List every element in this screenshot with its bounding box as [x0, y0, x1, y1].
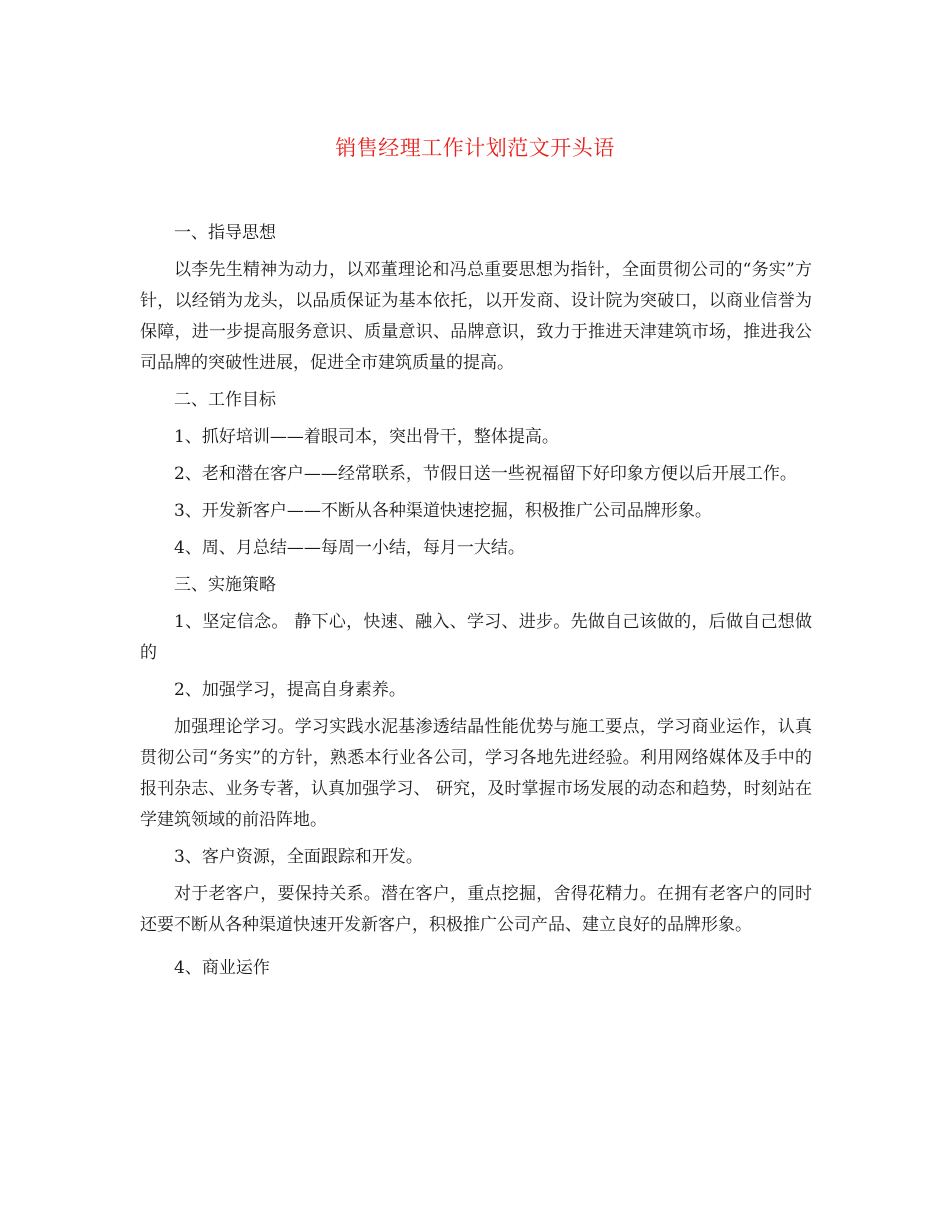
section-heading: 一、指导思想 [174, 223, 276, 243]
paragraph: 对于老客户，要保持关系。潜在客户，重点挖掘，舍得花精力。在拥有老客户的同时还要不断从各种渠道快速开发新客户，积极推广公司产品、建立良好的品牌形象。 [140, 884, 812, 935]
list-item: 4、周、月总结——每周一小结，每月一大结。 [174, 538, 525, 558]
paragraph: 加强理论学习。学习实践水泥基渗透结晶性能优势与施工要点，学习商业运作，认真贯彻公司“务实”的方针，熟悉本行业各公司，学习各地先进经验。利用网络媒体及手中的报刊杂志、业务专著，认真加强学习、 研究，及时掌握市场发展的动态和趋势，时刻站在学建筑领域的前沿阵地。 [140, 717, 812, 830]
list-item: 3、开发新客户——不断从各种渠道快速挖掘，积极推广公司品牌形象。 [174, 501, 712, 521]
section-heading: 二、工作目标 [174, 390, 276, 410]
list-item: 4、商业运作 [174, 958, 270, 978]
list-item: 1、坚定信念。 静下心，快速、融入、学习、进步。先做自己该做的，后做自己想做的 [140, 612, 812, 663]
document-title: 销售经理工作计划范文开头语 [335, 136, 615, 160]
section-heading: 三、实施策略 [174, 575, 276, 595]
list-item: 2、老和潜在客户——经常联系，节假日送一些祝福留下好印象方便以后开展工作。 [174, 464, 797, 484]
paragraph: 以李先生精神为动力，以邓董理论和冯总重要思想为指针，全面贯彻公司的“务实”方针，以经销为龙头，以品质保证为基本依托，以开发商、设计院为突破口，以商业信誉为保障，进一步提高服务意识、质量意识、品牌意识，致力于推进天津建筑市场，推进我公司品牌的突破性进展，促进全市建筑质量的提高。 [140, 260, 812, 373]
list-item: 3、客户资源，全面跟踪和开发。 [174, 847, 423, 867]
list-item: 2、加强学习，提高自身素养。 [174, 680, 406, 700]
document-body [140, 218, 812, 984]
list-item: 1、抓好培训——着眼司本，突出骨干，整体提高。 [174, 427, 559, 447]
